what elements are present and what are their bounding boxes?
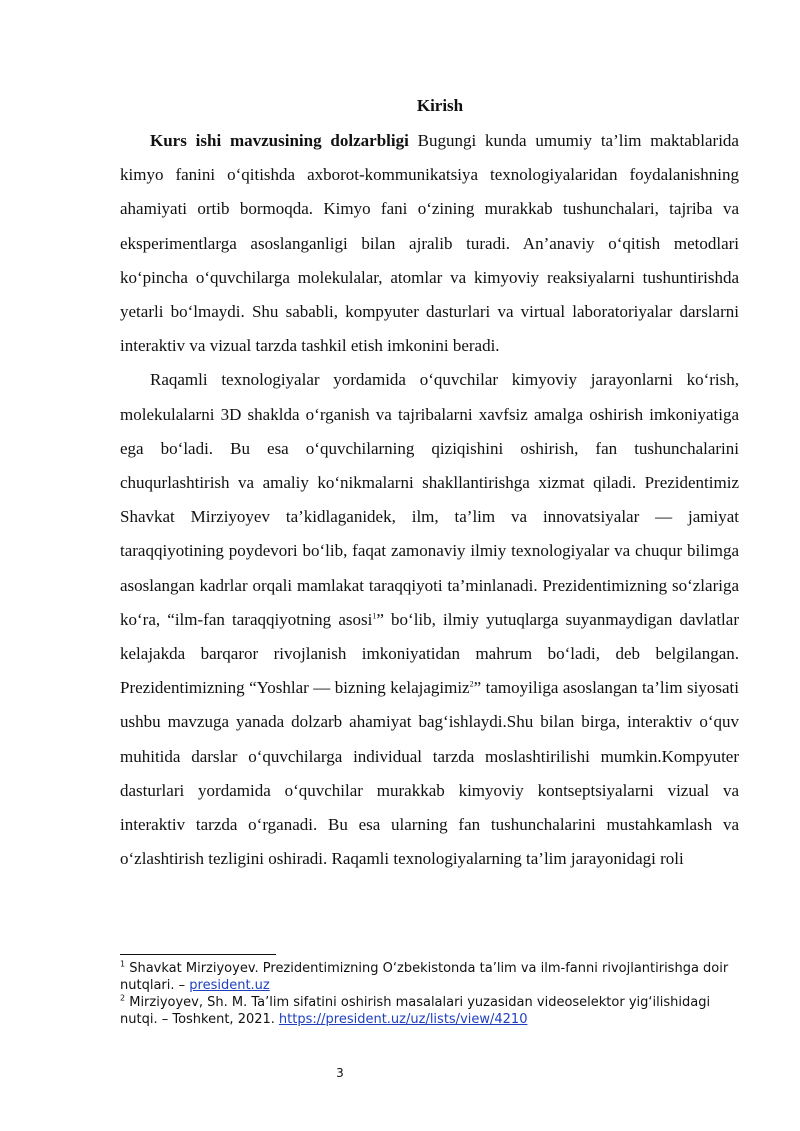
footnote-2-number: 2 bbox=[120, 993, 126, 1003]
footnote-2-text: Mirziyoyev, Sh. M. Ta’lim sifatini oshirish masalalari yuzasidan videoselektor yig‘ilishidagi nutqi. – Toshkent, 2021. bbox=[120, 995, 711, 1027]
footnote-separator bbox=[120, 954, 276, 955]
footnote-1-number: 1 bbox=[120, 959, 126, 969]
footnote-1-text: Shavkat Mirziyoyev. Prezidentimizning O‘zbekistonda ta’lim va ilm-fanni rivojlantirishga doir nutqlari. – bbox=[120, 961, 729, 993]
footnote-1 bbox=[120, 960, 740, 994]
footnote-2 bbox=[120, 994, 740, 1028]
footnote-ref-2[interactable]: 2 bbox=[469, 679, 474, 689]
footnote-ref-1[interactable]: 1 bbox=[372, 611, 377, 621]
paragraph-2 bbox=[120, 363, 739, 876]
paragraph-2-text-b: ” bo‘lib, ilmiy yutuqlarga suyanmaydigan davlatlar kelajakda barqaror rivojlanish imkoniyatidan mahrum bo‘ladi, deb belgilangan. Prezidentimizning “Yoshlar — bizning kelajagimiz bbox=[120, 609, 739, 698]
section-title: Kirish bbox=[416, 96, 464, 115]
page-number: 3 bbox=[336, 1066, 344, 1080]
footnotes bbox=[120, 960, 740, 1028]
paragraph-2-text-c: ” tamoyiliga asoslangan ta’lim siyosati ushbu mavzuga yanada dolzarb ahamiyat bag‘ishlaydi.Shu bilan birga, interaktiv o‘quv muhitida darslar o‘quvchilarga individual tarzda moslashtirilishi mumkin.Kompyuter dasturlari yordamida o‘quvchilar murakkab kimyoviy kontseptsiyalarni vizual va interaktiv tarzda o‘rganadi. Bu esa ularning fan tushunchalarini mustahkamlash va o‘zlashtirish tezligini oshiradi. Raqamli texnologiyalarning ta’lim jarayonidagi roli bbox=[120, 678, 740, 869]
paragraph-2-text-a: Raqamli texnologiyalar yordamida o‘quvchilar kimyoviy jarayonlarni ko‘rish, molekulalarni 3D shaklda o‘rganish va tajribalarni xavfsiz amalga oshirish imkoniyatiga ega bo‘ladi. Bu esa o‘quvchilarning qiziqishini oshirish, fan tushunchalarini chuqurlashtirish va amaliy ko‘nikmalarni shakllantirishga xizmat qiladi. Prezidentimiz Shavkat Mirziyoyev ta’kidlaganidek, ilm, ta’lim va innovatsiyalar — jamiyat taraqqiyotining poydevori bo‘lib, faqat zamonaviy ilmiy texnologiyalar va chuqur bilimga asoslangan kadrlar orqali mamlakat taraqqiyoti ta’minlanadi. Prezidentimizning so‘zlariga ko‘ra, “ilm-fan taraqqiyotning asosi bbox=[120, 370, 739, 629]
lead-bold-phrase: Kurs ishi mavzusining dolzarbligi bbox=[150, 131, 409, 150]
footnote-2-link[interactable]: https://president.uz/uz/lists/view/4210 bbox=[278, 1012, 528, 1027]
footnote-1-link[interactable]: president.uz bbox=[189, 978, 270, 993]
paragraph-1 bbox=[120, 124, 739, 363]
paragraph-1-text: Bugungi kunda umumiy ta’lim maktablarida kimyo fanini o‘qitishda axborot-kommunikatsiya texnologiyalaridan foydalanishning ahamiyati ortib bormoqda. Kimyo fani o‘zining murakkab tushunchalari, tajriba va eksperimentlarga asoslanganligi bilan ajralib turadi. An’anaviy o‘qitish metodlari ko‘pincha o‘quvchilarga molekulalar, atomlar va kimyoviy reaksiyalarni tushuntirishda yetarli bo‘lmaydi. Shu sababli, kompyuter dasturlari va virtual laboratoriyalar darslarni interaktiv va vizual tarzda tashkil etish imkonini beradi. bbox=[120, 131, 739, 356]
body-text bbox=[120, 124, 739, 876]
